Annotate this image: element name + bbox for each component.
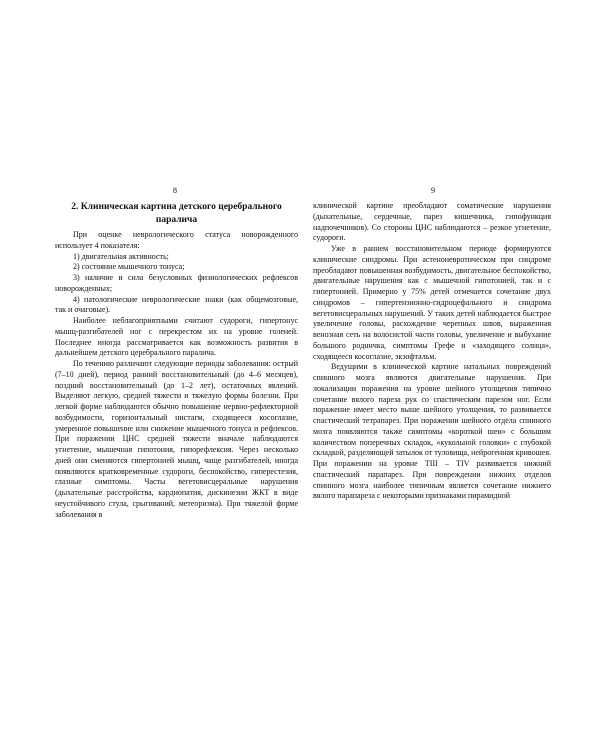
paragraph: 4) патологические неврологические знаки (как общемозговые, так и очаговые). [55, 294, 298, 315]
section-title [55, 201, 298, 227]
paragraph: Наиболее неблагоприятными считают судороги, гипертонус мышц-разгибателей ног с перекрестом их на уровне голеней. Последнее иногда рассматривается как возможность развития в дальнейшем детского церебрального паралича. [55, 316, 298, 358]
right-text-column [313, 201, 551, 502]
paragraph: 1) двигательная активность; [73, 251, 169, 261]
page-number-right: 9 [431, 186, 435, 195]
section-title-line1: 2. Клиническая картина детского церебрального [71, 202, 282, 212]
page-number-left: 8 [173, 186, 177, 195]
paragraph: При оценке неврологического статуса новорожденного использует 4 показателя: [55, 230, 298, 250]
paragraph: Уже в раннем восстановительном периоде формируются клинические синдромы. При астеноневротическом при синдроме преобладают повышенная возбудимость, двигательное беспокойство, двигательные нарушения как с мышечной гипотонией, так и с гипертонией. Примерно у 75% детей отмечается сочетание двух синдромов – гипертензионно-гидроцефального и синдрома вегетовисцеральных нарушений. У таких детей наблюдается быстрое увеличение головы, расхождение черепных швов, выраженная венозная сеть на волосистой части головы, увеличение и выбухание большого родничка, симптомы Грефе и «заходящего солнца», сходящееся косоглазие, экзофтальм. [313, 244, 551, 361]
paragraph: 3) наличие и сила безусловных физиологических рефлексов новорожденных; [55, 273, 298, 293]
paragraph: По течению различают следующие периоды заболевания: острый (7–10 дней), период ранний восстановительный (до 4–6 месяцев), поздний восстановительный (до 1–2 лет), остаточных явлений. Выделяют легкую, средней тяжести и тяжелую формы болезни. При легкой форме наблюдаются обычно повышение нервно-рефлекторной возбудимости, горизонтальный нистагм, сходящееся косоглазие, умеренное повышение или снижение мышечного тонуса и рефлексов. При поражении ЦНС средней тяжести вначале наблюдаются угнетение, мышечная гипотония, гипорефлексия. Через несколько дней они сменяются гипертонией мышц, чаще разгибателей, иногда появляются кратковременные судороги, беспокойство, гиперестезия, глазные симптомы. Часты вегетовисцеральные нарушения (дыхательные расстройства, кардиопатия, дискинезии ЖКТ в виде неустойчивого стула, срыгиваний, метеоризма). При тяжелой форме заболевания в [55, 359, 298, 519]
paragraph: Ведущими в клинической картине натальных повреждений спинного мозга являются двигательные нарушения. При локализации поражения на уровне шейного утолщения типично сочетание вялого пареза рук со спастическим парезом ног. Если поражение имеет место выше шейного утолщения, то развивается спастический тетрапарез. При поражении шейного отдела спинного мозга появляются также симптомы «короткой шеи» с большим количеством поперечных складок, «кукольной головки» с глубокой складкой, разделяющей затылок от туловища, нейрогенная кривошея. При поражении на уровне ТIII – ТIV развивается нижний спастический парапарез. При повреждении нижних отделов спинного мозга наиболее типичным является сочетание нижнего вялого парапареза с некоторыми признаками пирамидной [313, 362, 551, 501]
paragraph: 2) состояние мышечного тонуса; [73, 262, 185, 272]
section-title-line2: паралича [155, 215, 198, 225]
paragraph: клинической картине преобладают соматические нарушения (дыхательные, сердечные, парез кишечника, гипофункция надпочечников). Со стороны ЦНС наблюдаются – резкое угнетение, судороги. [313, 201, 551, 243]
left-text-column [55, 230, 298, 520]
